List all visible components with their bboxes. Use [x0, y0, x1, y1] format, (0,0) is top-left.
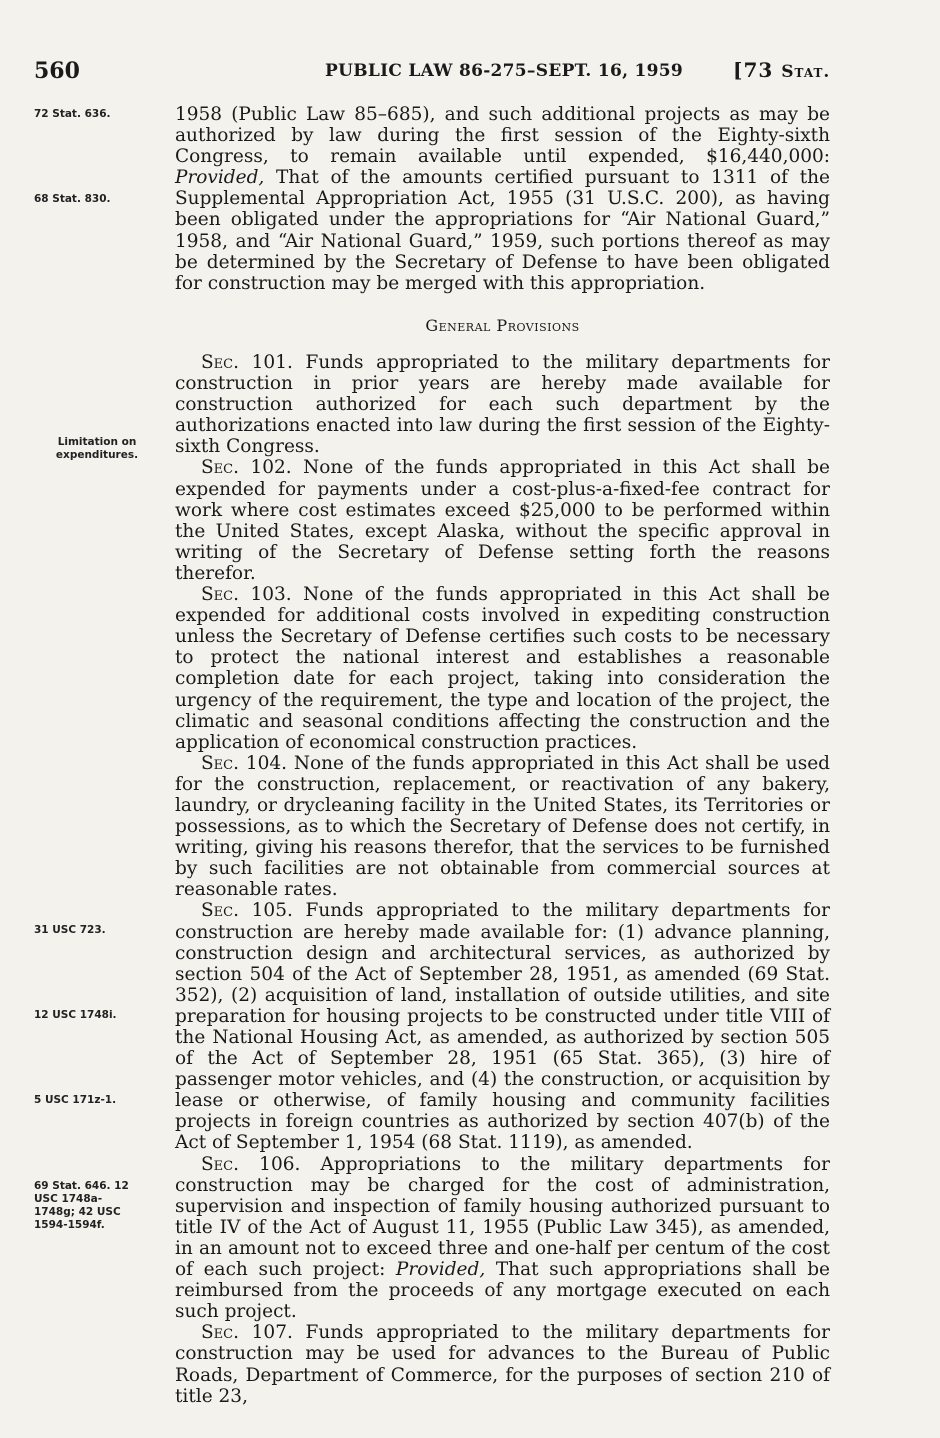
provisions-body: [175, 352, 830, 1407]
section-107: Sec. 107. Funds appropriated to the military departments for construction may be used for advances to the Bureau of Public Roads, Department of Commerce, for the purposes of section 210 of title 23,: [175, 1322, 830, 1407]
margin-note: 31 USC 723.: [34, 924, 106, 936]
section-103: Sec. 103. None of the funds appropriated in this Act shall be expended for additional costs involved in expediting construction unless the Secretary of Defense certifies such costs to be necessary to protect the national interest and establishes a reasonable completion date for each project, taking into consideration the urgency of the requirement, the type and location of the project, the climatic and seasonal conditions affecting the construction and the application of economical construction practices.: [175, 584, 830, 753]
section-101: Sec. 101. Funds appropriated to the military departments for construction in prior years are hereby made available for construction authorized for each such department by the authorizations enacted into law during the first session of the Eighty-sixth Congress.: [175, 352, 830, 458]
volume-reference: [733, 58, 830, 82]
intro-text: 1958 (Public Law 85–685), and such additional projects as may be authorized by law during the first session of the Eighty-sixth Congress, to remain available until expended, $16,440,000:: [175, 104, 830, 168]
page-number: 560: [34, 58, 80, 84]
intro-text: That of the amounts certified pursuant to 1311 of the Supplemental Appropriation Act, 1955 (31 U.S.C. 200), as having been obligated under the appropriations for “Air National Guard,” 1958, and “Air National Guard,” 1959, such portions thereof as may be determined by the Secretary of Defense to have been obligated for construction may be merged with this appropriation.: [175, 167, 830, 294]
margin-note: 72 Stat. 636.: [34, 108, 111, 120]
volume-prefix: [73: [733, 58, 782, 82]
margin-note: 69 Stat. 646. 12 USC 1748a-1748g; 42 USC 1594-1594f.: [34, 1180, 129, 1231]
page-header: [0, 52, 940, 92]
proviso: Provided,: [175, 167, 265, 189]
section-heading: General Provisions: [425, 316, 580, 335]
section-104: Sec. 104. None of the funds appropriated in this Act shall be used for the construction, replacement, or reactivation of any bakery, laundry, or drycleaning facility in the United States, its Territories or possessions, as to which the Secretary of Defense does not certify, in writing, giving his reasons therefor, that the services to be furnished by such facilities are not obtainable from commercial sources at reasonable rates.: [175, 752, 830, 901]
section-102: Sec. 102. None of the funds appropriated in this Act shall be expended for payments under a cost-plus-a-fixed-fee contract for work where cost estimates exceed $25,000 to be performed within the United States, except Alaska, without the specific approval in writing of the Secretary of Defense setting forth the reasons therefor.: [175, 457, 830, 584]
intro-paragraph: [175, 104, 830, 294]
volume-suffix: Stat.: [781, 62, 831, 82]
section-105: Sec. 105. Funds appropriated to the military departments for construction are hereby made available for: (1) advance planning, construction design and architectural services, as authorized by section 504 of the Act of September 28, 1951, as amended (69 Stat. 352), (2) acquisition of land, installation of outside utilities, and site preparation for housing projects to be constructed under title VIII of the National Housing Act, as amended, as authorized by section 505 of the Act of September 28, 1951 (65 Stat. 365), (3) hire of passenger motor vehicles, and (4) the construction, or acquisition by lease or otherwise, of family housing and community facilities projects in foreign countries as authorized by section 407(b) of the Act of September 1, 1954 (68 Stat. 1119), as amended.: [175, 900, 830, 1154]
running-title: PUBLIC LAW 86-275–SEPT. 16, 1959: [325, 61, 684, 81]
proviso: Provided,: [395, 1259, 486, 1281]
margin-note: 68 Stat. 830.: [34, 193, 111, 205]
margin-note: 5 USC 171z-1.: [34, 1094, 117, 1106]
margin-note: Limitation on expenditures.: [55, 436, 139, 461]
section-106: Sec. 106. Appropriations to the military departments for construction may be charged for the cost of administration, supervision and inspection of family housing authorized pursuant to title IV of the Act of August 11, 1955 (Public Law 345), as amended, in an amount not to exceed three and one-half per centum of the cost of each such project: Provided, That such appropriations shall be reimbursed from the proceeds of any mortgage executed on each such project.: [175, 1153, 830, 1323]
margin-note: 12 USC 1748i.: [34, 1009, 117, 1021]
